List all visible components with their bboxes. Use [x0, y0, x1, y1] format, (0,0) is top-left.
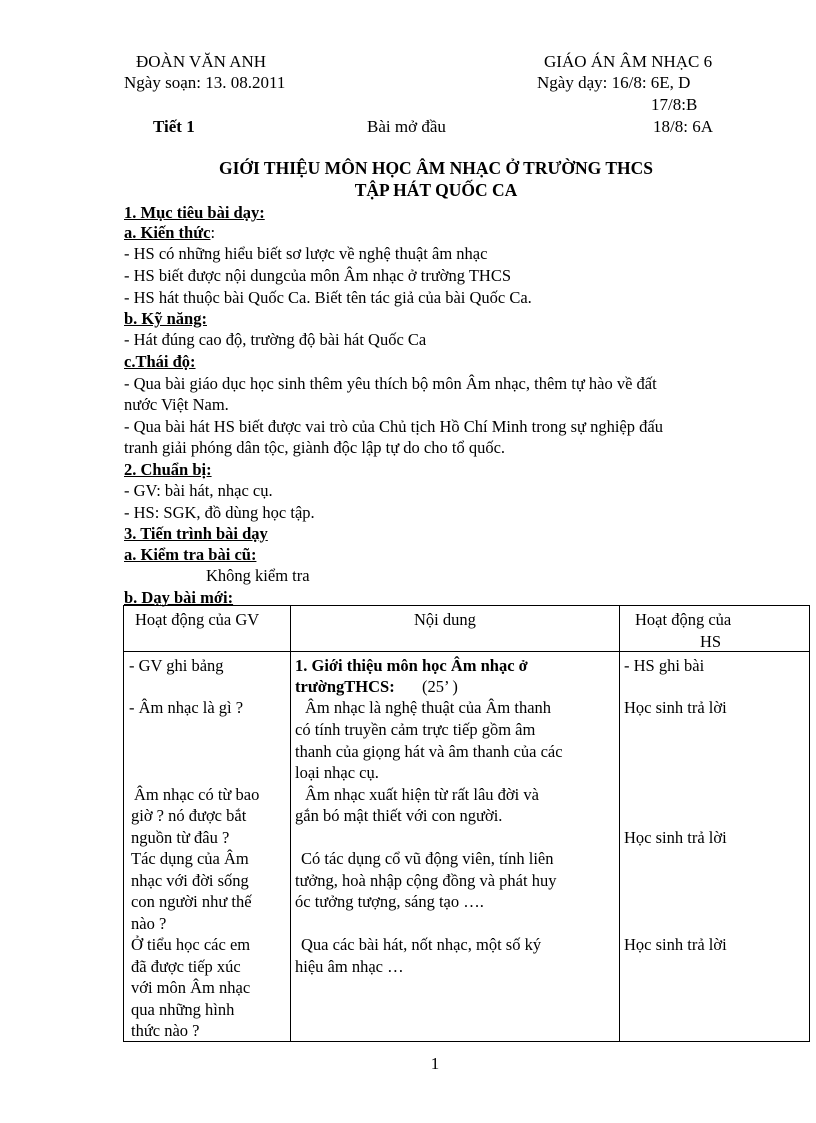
teaching-date-3: 18/8: 6A: [653, 117, 713, 136]
lesson-table: [123, 605, 810, 1042]
section-3a-text: Không kiểm tra: [206, 566, 310, 585]
section-3a-heading: a. Kiểm tra bài cũ:: [124, 545, 257, 564]
attitude-item: - Qua bài giáo dục học sinh thêm yêu thích bộ môn Âm nhạc, thêm tự hào về đất: [124, 374, 657, 393]
sub-title: TẬP HÁT QUỐC CA: [354, 180, 518, 200]
gv-activity-cell: - GV ghi bảng - Âm nhạc là gì ? Âm nhạc có từ bao giờ ? nó được bắt nguồn từ đâu ? Tác dụng của Âm nhạc với đời sống con người như thế nào ? Ở tiểu học các em đã được tiếp xúc với môn Âm nhạc qua những hình thức nào ?: [124, 652, 291, 1042]
knowledge-item: - HS có những hiểu biết sơ lược về nghệ thuật âm nhạc: [124, 244, 488, 263]
preparation-date: Ngày soạn: 13. 08.2011: [124, 73, 286, 92]
section-3b-heading: b. Dạy bài mới:: [124, 588, 234, 607]
period-label: Tiết 1: [153, 117, 195, 136]
attitude-item: nước Việt Nam.: [124, 395, 229, 414]
knowledge-item: - HS hát thuộc bài Quốc Ca. Biết tên tác giả của bài Quốc Ca.: [124, 288, 532, 307]
section-1a-heading: a. Kiến thức:: [124, 223, 216, 242]
knowledge-item: - HS biết được nội dungcủa môn Âm nhạc ở trường THCS: [124, 266, 512, 285]
teaching-date-1: Ngày dạy: 16/8: 6E, D: [537, 73, 691, 92]
attitude-item: tranh giải phóng dân tộc, giành độc lập tự do cho tổ quốc.: [124, 438, 506, 457]
skill-item: - Hát đúng cao độ, trường độ bài hát Quốc Ca: [124, 330, 427, 349]
table-header-row: [124, 606, 810, 652]
section-2-heading: 2. Chuẩn bị:: [124, 460, 212, 479]
section-1b-heading: b. Kỹ năng:: [124, 309, 207, 328]
page-number: 1: [430, 1054, 440, 1073]
section-1-heading: 1. Mục tiêu bài dạy:: [124, 203, 265, 222]
section-1c-heading: c.Thái độ:: [124, 352, 196, 371]
section-3-heading: 3. Tiến trình bài dạy: [124, 524, 268, 543]
table-row: [124, 652, 810, 1042]
content-cell: 1. Giới thiệu môn học Âm nhạc ở trườngTHCS: (25’ ) Âm nhạc là nghệ thuật của Âm thanh có tính truyền cảm trực tiếp gồm âm thanh của giọng hát và âm thanh của các loại nhạc cụ. Âm nhạc xuất hiện từ rất lâu đời và gắn bó mật thiết với con người. Có tác dụng cổ vũ động viên, tính liên tưởng, hoà nhập cộng đồng và phát huy óc tưởng tượng, sáng tạo …. Qua các bài hát, nốt nhạc, một số ký hiệu âm nhạc …: [291, 652, 620, 1042]
header-cell-gv: Hoạt động của GV: [124, 606, 291, 652]
header-cell-hs: Hoạt động của HS: [620, 606, 810, 652]
attitude-item: - Qua bài hát HS biết được vai trò của Chủ tịch Hồ Chí Minh trong sự nghiệp đấu: [124, 417, 663, 436]
author-name: ĐOÀN VĂN ANH: [136, 52, 267, 71]
teaching-date-2: 17/8:B: [651, 95, 698, 114]
hs-activity-cell: - HS ghi bài Học sinh trả lời Học sinh trả lời Học sinh trả lời: [620, 652, 810, 1042]
preparation-item: - HS: SGK, đồ dùng học tập.: [124, 503, 315, 522]
main-title: GIỚI THIỆU MÔN HỌC ÂM NHẠC Ở TRƯỜNG THCS: [219, 158, 653, 178]
preparation-item: - GV: bài hát, nhạc cụ.: [124, 481, 273, 500]
document-title: GIÁO ÁN ÂM NHẠC 6: [544, 52, 713, 71]
lesson-name: Bài mở đầu: [367, 117, 446, 136]
header-cell-content: Nội dung: [291, 606, 620, 652]
